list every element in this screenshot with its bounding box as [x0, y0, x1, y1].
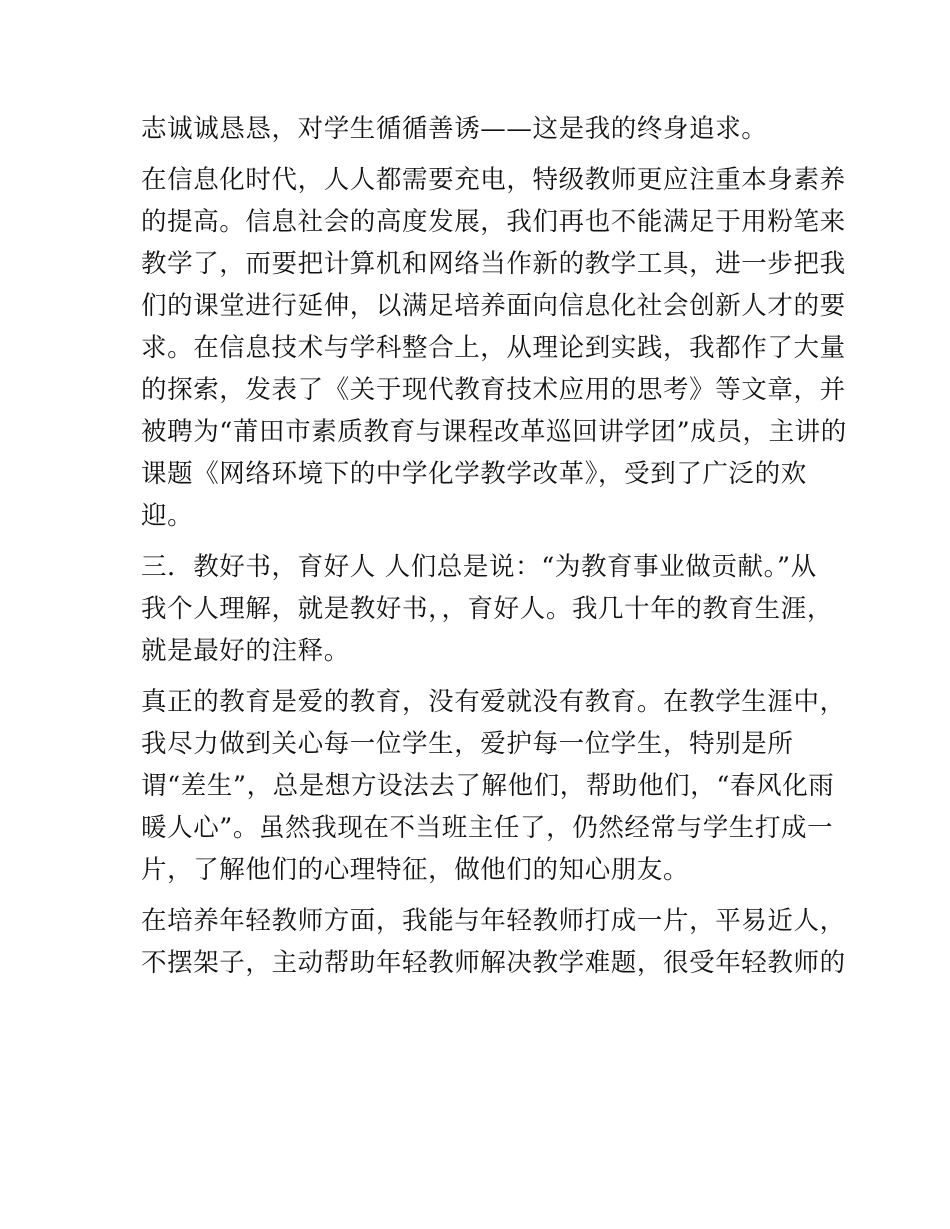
text-line: 片，了解他们的心理特征，做他们的知心朋友。	[141, 855, 690, 885]
paragraph-4	[141, 681, 846, 891]
text-line: 不摆架子，主动帮助年轻教师解决教学难题，很受年轻教师的	[141, 948, 846, 978]
text-line: 真正的教育是爱的教育，没有爱就没有教育。在教学生涯中，	[141, 687, 846, 717]
paragraph-1	[141, 108, 821, 150]
document-body	[141, 108, 847, 984]
text-line: 们的课堂进行延伸，以满足培养面向信息化社会创新人才的要	[141, 291, 846, 321]
text-line: 谓“差生”，总是想方设法去了解他们，帮助他们，“春风化雨	[141, 771, 835, 801]
paragraph-5	[141, 900, 846, 984]
text-line: 我个人理解，就是教好书，，育好人。我几十年的教育生涯，	[141, 594, 833, 624]
text-line: 暖人心”。虽然我现在不当班主任了，仍然经常与学生打成一	[141, 813, 834, 843]
text-line: 迎。	[141, 501, 194, 531]
text-line: 在信息化时代，人人都需要充电，特级教师更应注重本身素养	[141, 165, 846, 195]
text-line: 就是最好的注释。	[141, 636, 350, 666]
text-line: 的探索，发表了《关于现代教育技术应用的思考》等文章，并	[141, 375, 846, 405]
text-line: 求。在信息技术与学科整合上，从理论到实践，我都作了大量	[141, 333, 846, 363]
paragraph-2	[141, 159, 847, 537]
text-line: 志诚诚恳恳，对学生循循善诱——这是我的终身追求。	[141, 114, 768, 144]
text-line: 在培养年轻教师方面，我能与年轻教师打成一片，平易近人，	[141, 906, 846, 936]
paragraph-3	[141, 546, 833, 672]
text-line: 教学了，而要把计算机和网络当作新的教学工具，进一步把我	[141, 249, 846, 279]
text-line: 的提高。信息社会的高度发展，我们再也不能满足于用粉笔来	[141, 207, 846, 237]
text-line: 课题《网络环境下的中学化学教学改革》，受到了广泛的欢	[141, 459, 807, 489]
text-line: 我尽力做到关心每一位学生，爱护每一位学生，特别是所	[141, 729, 794, 759]
text-line: 被聘为“莆田市素质教育与课程改革巡回讲学团”成员，主讲的	[141, 417, 847, 447]
text-line: 三．教好书，育好人 人们总是说：“为教育事业做贡献。”从	[141, 552, 817, 582]
